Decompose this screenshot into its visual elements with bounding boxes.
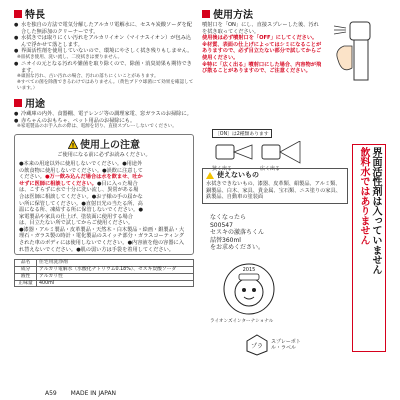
feature-item: ● ニオイの元となる汚れや雑菌を取り除くので、除菌・消臭効果も期待できます。 xyxy=(14,61,194,74)
not-usable-title: 使えないもの xyxy=(217,171,259,179)
narrow-label: 狭く出る xyxy=(212,166,233,172)
table-key: 正味量 xyxy=(15,280,37,287)
use-item: ● 赤ちゃんのおもちゃ、ペット用品のお掃除にも。 xyxy=(14,118,194,125)
howto-title: 使用方法 xyxy=(213,10,253,21)
howto-heading xyxy=(202,6,386,21)
howto-warning: ※材質、表面の仕上げによってはシミになることがありますので、必ず目立たない部分で試してからご使用ください。 xyxy=(202,41,322,61)
made-in-japan: MADE IN JAPAN xyxy=(70,390,117,397)
product-label xyxy=(14,4,386,386)
not-usable-text: 水拭きできないもの、漆器、皮革類、絹製品、アルミ類、銅製品、白木、家具、貴金属、宝石類、ニス塗りの家具、鉄製品、自動車の塗装面 xyxy=(206,181,341,201)
table-value: アルカリ電解水（水酸化ナトリウム0.18%）、セスキ炭酸ソーダ xyxy=(37,267,194,274)
heading-marker xyxy=(14,99,22,107)
feature-item: ● 界面活性剤を使用していないので、環境にやさしく拭き残りもしません。 xyxy=(14,48,194,55)
feature-item: ● 水を独自の方法で電気分解したアルカリ電解水に、セスキ炭酸ソーダを配合した無添加のクリーナーです。 xyxy=(14,22,194,35)
feature-note: ※頑固な汚れ、古い汚れの場合、汚れの落ちにくいことがあります。 xyxy=(17,74,159,80)
refill-line: なくなったら xyxy=(210,214,247,221)
not-usable-heading xyxy=(206,170,344,180)
uses-heading xyxy=(14,95,194,110)
nozzle-tag: ［ON］は2種類あります xyxy=(212,129,272,138)
vertical-notice xyxy=(352,144,386,352)
caution-text: ●本来の用途以外に使用しないでください。●用途外の飲食物に使用しないでください。●誤飲に注意してください。 xyxy=(19,160,143,181)
refill-info xyxy=(210,214,340,252)
use-item: ● 冷蔵庫の内外、食器棚、電子レンジ等の調理家電、窓ガラスのお掃除に。 xyxy=(14,111,194,118)
features-title: 特長 xyxy=(25,10,45,21)
mascot-logo xyxy=(222,262,276,316)
heading-marker xyxy=(202,10,210,18)
caution-body-2 xyxy=(19,227,189,253)
bottom-line xyxy=(45,390,128,397)
caution-icon xyxy=(68,139,78,149)
howto-warning: 使用後は必ず噴射口を「OFF」にしてください。 xyxy=(202,35,318,42)
table-key: 品名 xyxy=(15,260,37,267)
not-usable-box xyxy=(202,168,348,204)
refill-line: セスキの激落ちくん xyxy=(210,229,265,236)
feature-note: ※すべての菌を除菌できるわけではありません。（黄色ブドウ球菌にて効果を確認しています。） xyxy=(17,80,194,92)
lot-code: A59 xyxy=(45,390,57,397)
recycle-mark-text: プラ xyxy=(250,343,264,350)
product-info-table xyxy=(14,259,194,287)
recycle-text: スプレーボトル・ラベル xyxy=(271,339,301,351)
spray-hand-icon xyxy=(332,20,382,100)
table-row xyxy=(15,273,194,280)
nozzle-icon xyxy=(212,141,302,165)
table-key: 成分 xyxy=(15,267,37,274)
table-value: 400ml xyxy=(37,280,194,287)
caution-box xyxy=(14,134,194,255)
refill-line: 詰替360ml xyxy=(210,236,241,244)
recycle-icon xyxy=(246,334,268,356)
nozzle-diagram xyxy=(212,120,322,172)
caution-text: ●漆器・アルミ製品・皮革製品・天然木・白木製品・絵画・銀製品・大理石・ガラス製の時計・電化製品のスイッチ部分・ガラスコーティングされた車のボディには使用しないでください。 xyxy=(19,226,185,247)
mascot-year: 2015 xyxy=(242,267,256,273)
uses-title: 用途 xyxy=(25,99,45,111)
howto-warning: ※特に「広く出る」噴射口にした場合、内容物が飛び散ることがありますので、ご注意ください。 xyxy=(202,61,322,75)
use-note: ※家電製品のお手入れの際は、電源を切り、直接スプレーしないでください。 xyxy=(17,124,177,130)
no-surfactant-text: 界面活性剤は入っていません xyxy=(370,147,381,275)
left-column xyxy=(14,4,194,287)
table-row xyxy=(15,280,194,287)
refill-line: S00547 xyxy=(210,221,233,229)
caution-text: ●内容液を他の容器に入れ替えないでください。●肌の弱い方は手袋を着用してください。 xyxy=(19,240,184,253)
refill-line: をお求めください。 xyxy=(210,244,265,251)
recycle-mark xyxy=(246,334,301,356)
caution-heading xyxy=(19,136,189,151)
caution-text: ●目に入った場合は、こすらずに水で十分に洗い流し、異常がある場合は医師に相談してください。 xyxy=(19,180,139,200)
table-row xyxy=(15,267,194,274)
right-column xyxy=(202,4,386,351)
wide-label: 広く出る xyxy=(260,166,281,172)
company-name: ライオンズインターナショナル xyxy=(210,319,274,324)
caution-text-red: ●万一飲み込んだ場合は水を飲ませ、吐かせずに医師に相談してください。 xyxy=(19,174,143,187)
warning-icon xyxy=(206,172,214,179)
caution-title: 使用上の注意 xyxy=(80,140,140,152)
table-key: 液性 xyxy=(15,273,37,280)
feature-item: ● 水拭きでは取りにくい汚れをアルカリイオン（マイナスイオン）が包み込んで浮かせて落とします。 xyxy=(14,35,194,48)
table-value: 住宅用洗浄剤 xyxy=(37,260,194,267)
caution-subtitle: ご使用になる前に必ずお読みください。 xyxy=(57,152,151,159)
not-drinking-water-text: 飲料水ではありません xyxy=(358,147,369,246)
table-row xyxy=(15,260,194,267)
howto-text: 噴射口を「ON」にし、直接スプレーした後、汚れを拭き取ってください。 xyxy=(202,22,319,35)
caution-text: ●お子様の手の届かない所に保管してください。●直射日光の当たる所、高温になる所、凍結する所に保管しないでください。●家電製品や家具の仕上げ、塗装面に使用する場合は、目立たない所で試してからご使用ください。 xyxy=(19,193,143,227)
features-heading xyxy=(14,6,194,21)
caution-body xyxy=(19,161,189,227)
table-value: アルカリ性 xyxy=(37,273,194,280)
heading-marker xyxy=(14,10,22,18)
feature-note: ※皿拭き使用、洗い流し、二度拭きは要りません。 xyxy=(17,54,123,60)
svg-text:!: ! xyxy=(71,142,75,150)
